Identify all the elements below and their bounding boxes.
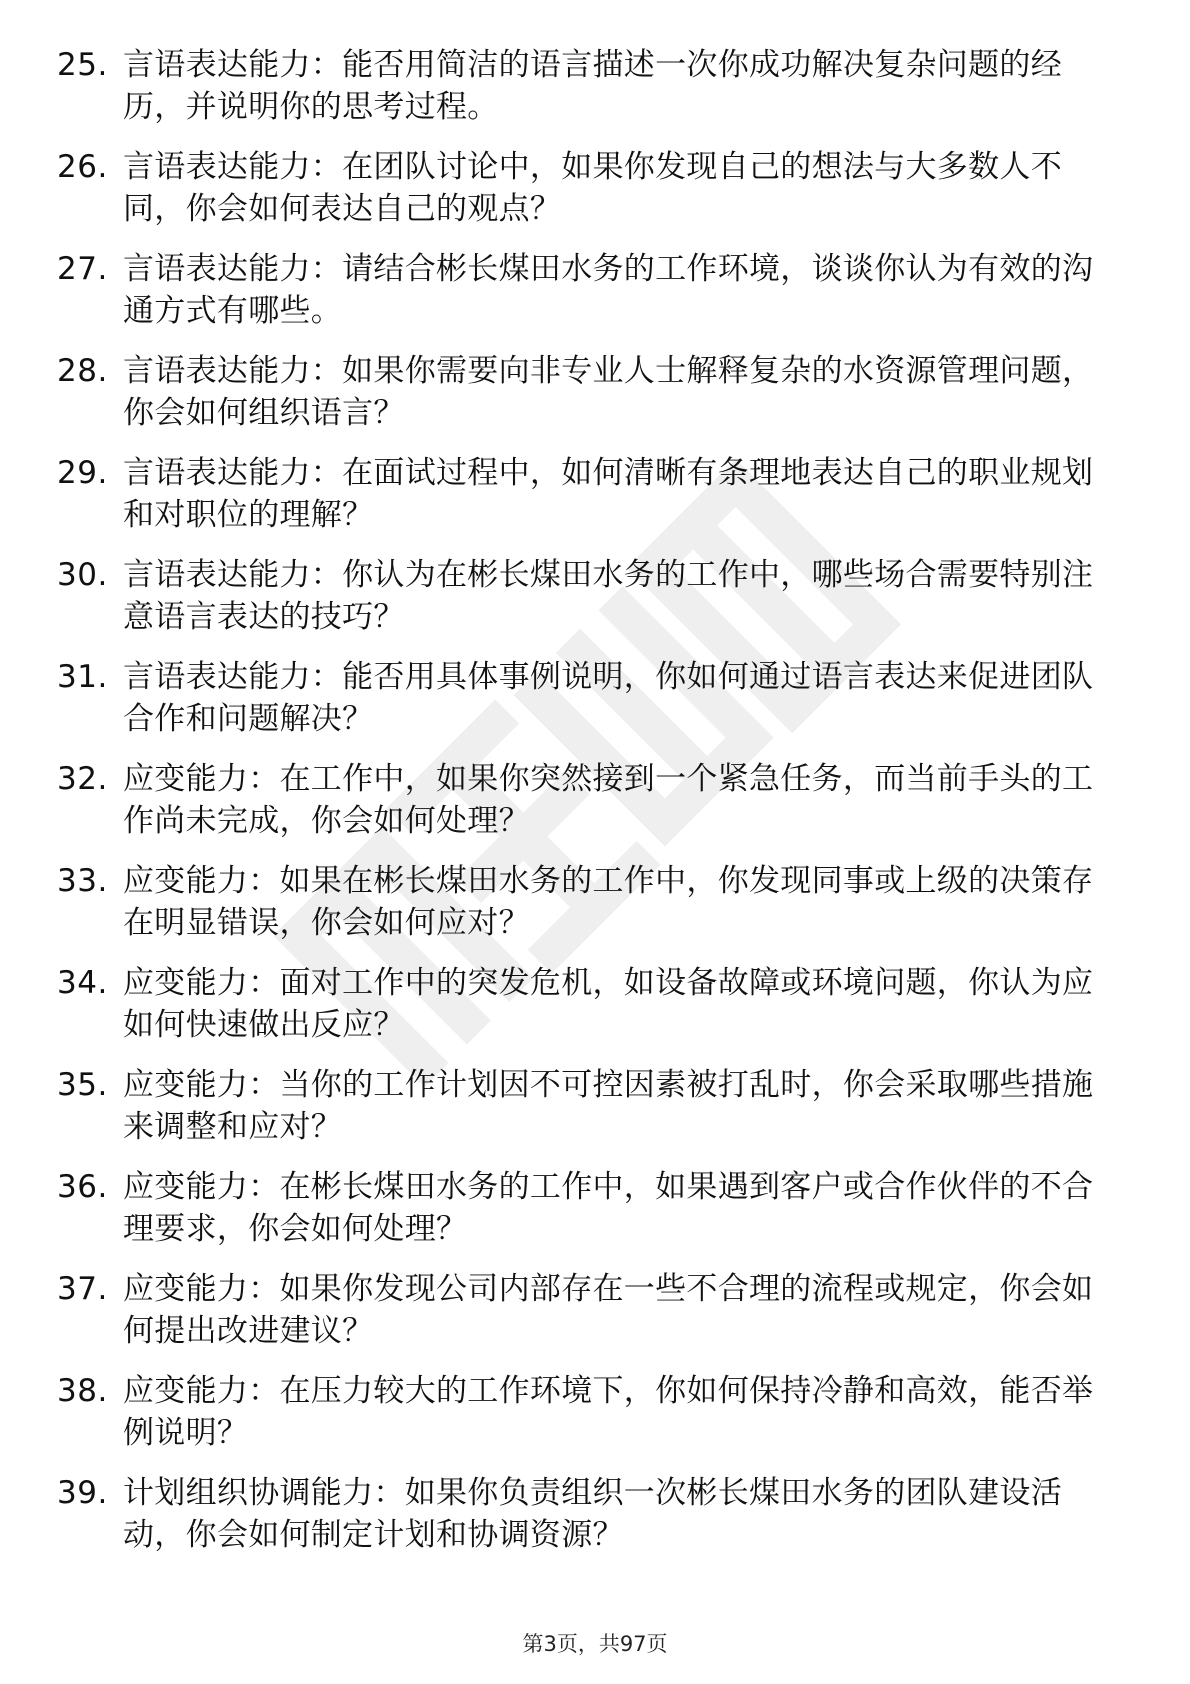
question-text: 应变能力：在压力较大的工作环境下，你如何保持冷静和高效，能否举例说明？: [123, 1373, 1094, 1451]
question-item: [57, 1166, 1117, 1261]
question-item: [57, 44, 1117, 139]
question-number: 25.: [57, 47, 108, 83]
question-item: [57, 554, 1117, 649]
question-number: 37.: [57, 1271, 108, 1307]
question-number: 31.: [57, 659, 108, 695]
question-item: [57, 452, 1117, 547]
question-number: 26.: [57, 149, 108, 185]
question-number: 29.: [57, 455, 108, 491]
question-number: 30.: [57, 557, 108, 593]
question-number: 35.: [57, 1067, 108, 1103]
question-item: [57, 1064, 1117, 1159]
question-item: [57, 1370, 1117, 1465]
question-text: 应变能力：如果在彬长煤田水务的工作中，你发现同事或上级的决策存在明显错误，你会如何应对？: [123, 863, 1094, 941]
question-text: 应变能力：如果你发现公司内部存在一些不合理的流程或规定，你会如何提出改进建议？: [123, 1271, 1094, 1349]
question-text: 言语表达能力：在团队讨论中，如果你发现自己的想法与大多数人不同，你会如何表达自己的观点？: [123, 149, 1062, 227]
question-number: 32.: [57, 761, 108, 797]
question-text: 言语表达能力：在面试过程中，如何清晰有条理地表达自己的职业规划和对职位的理解？: [123, 455, 1094, 533]
question-item: [57, 860, 1117, 955]
question-item: [57, 1268, 1117, 1363]
question-item: [57, 758, 1117, 853]
question-item: [57, 656, 1117, 751]
question-number: 33.: [57, 863, 108, 899]
question-text: 应变能力：面对工作中的突发危机，如设备故障或环境问题，你认为应如何快速做出反应？: [123, 965, 1094, 1043]
question-text: 应变能力：在工作中，如果你突然接到一个紧急任务，而当前手头的工作尚未完成，你会如何处理？: [123, 761, 1094, 839]
question-list: [57, 44, 1117, 1574]
question-item: [57, 248, 1117, 343]
question-number: 36.: [57, 1169, 108, 1205]
question-text: 言语表达能力：能否用具体事例说明，你如何通过语言表达来促进团队合作和问题解决？: [123, 659, 1094, 737]
question-text: 应变能力：当你的工作计划因不可控因素被打乱时，你会采取哪些措施来调整和应对？: [123, 1067, 1094, 1145]
question-text: 言语表达能力：请结合彬长煤田水务的工作环境，谈谈你认为有效的沟通方式有哪些。: [123, 251, 1094, 329]
question-number: 34.: [57, 965, 108, 1001]
question-text: 言语表达能力：如果你需要向非专业人士解释复杂的水资源管理问题，你会如何组织语言？: [123, 353, 1094, 431]
question-text: 应变能力：在彬长煤田水务的工作中，如果遇到客户或合作伙伴的不合理要求，你会如何处理？: [123, 1169, 1094, 1247]
question-text: 言语表达能力：你认为在彬长煤田水务的工作中，哪些场合需要特别注意语言表达的技巧？: [123, 557, 1094, 635]
question-item: [57, 962, 1117, 1057]
question-item: [57, 1472, 1117, 1567]
page-indicator: 第3页，共97页: [522, 1632, 668, 1656]
question-item: [57, 350, 1117, 445]
question-number: 28.: [57, 353, 108, 389]
question-text: 计划组织协调能力：如果你负责组织一次彬长煤田水务的团队建设活动，你会如何制定计划和协调资源？: [123, 1475, 1062, 1553]
question-number: 27.: [57, 251, 108, 287]
question-text: 言语表达能力：能否用简洁的语言描述一次你成功解决复杂问题的经历，并说明你的思考过程。: [123, 47, 1062, 125]
question-number: 39.: [57, 1475, 108, 1511]
question-number: 38.: [57, 1373, 108, 1409]
question-item: [57, 146, 1117, 241]
